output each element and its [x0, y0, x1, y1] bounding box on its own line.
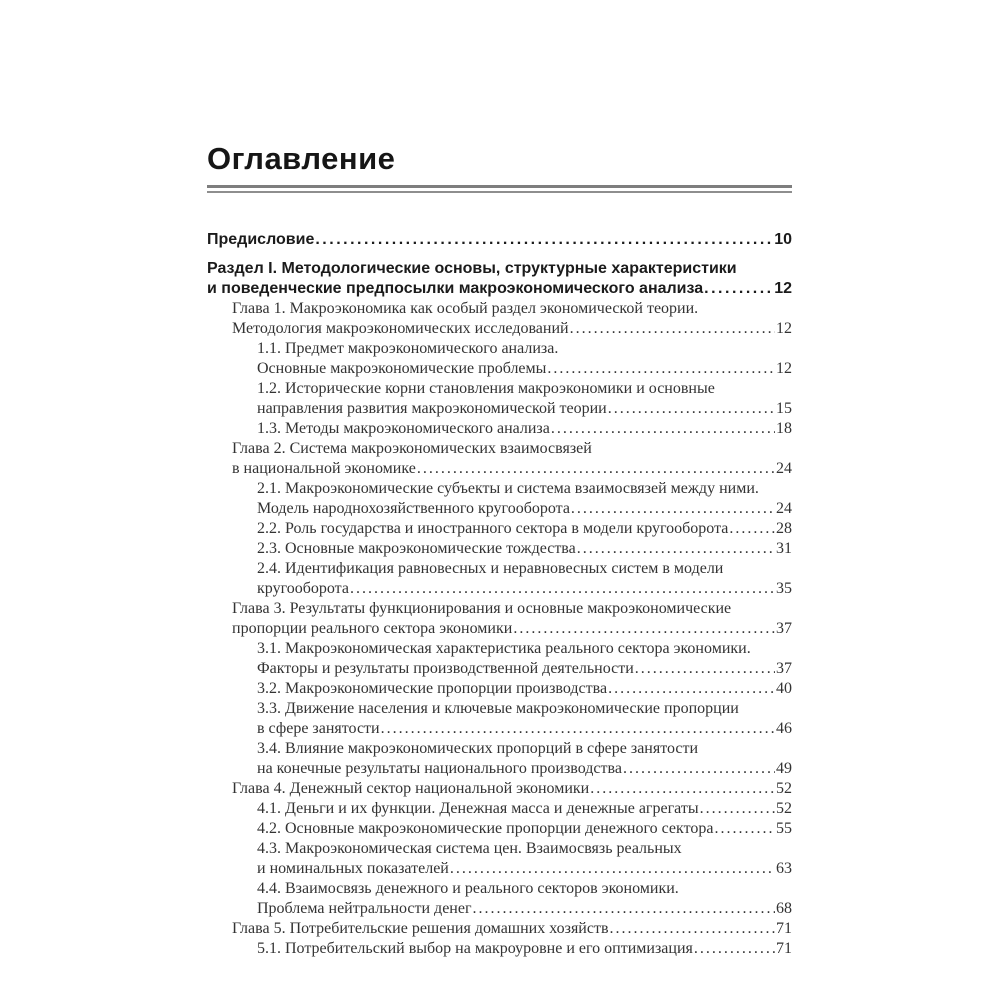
dot-leader: [714, 819, 775, 839]
toc-entry-last-line: [232, 619, 792, 639]
toc-entry: [207, 599, 792, 639]
toc-entry-page: 24: [776, 460, 792, 477]
dot-leader: [513, 619, 775, 639]
toc-entry-page: 12: [774, 280, 792, 297]
toc-entry-last-line: [232, 919, 792, 939]
toc-entry-line: 1.1. Предмет макроэкономического анализа.: [257, 340, 559, 357]
toc-entry-last-line: [257, 539, 792, 559]
dot-leader: [635, 659, 775, 679]
dot-leader: [551, 419, 775, 439]
toc-entry-page: 18: [776, 420, 792, 437]
toc-entry-text: Предисловие: [207, 231, 315, 248]
toc-entry-last-line: [257, 719, 792, 739]
toc-entry: [207, 919, 792, 939]
toc-entry-last-line: [232, 779, 792, 799]
toc-entry: [207, 299, 792, 339]
toc-entry: [207, 559, 792, 599]
dot-leader: [315, 230, 773, 250]
toc-entry-line: Глава 3. Результаты функционирования и основные макроэкономические: [232, 600, 732, 617]
toc-entry: [207, 419, 792, 439]
dot-leader: [577, 539, 775, 559]
toc-entry-last-line: [257, 659, 792, 679]
toc-entry: [207, 230, 792, 250]
toc-entry: [207, 639, 792, 679]
toc-entry-text: Модель народнохозяйственного кругооборота: [257, 500, 570, 517]
dot-leader: [571, 499, 775, 519]
toc-entry-text: Методология макроэкономических исследований: [232, 320, 569, 337]
toc-entry-last-line: [257, 399, 792, 419]
toc-entry-last-line: [207, 230, 792, 250]
toc-entry: [207, 819, 792, 839]
toc-entry: [207, 339, 792, 379]
toc-entry: [207, 799, 792, 819]
toc-entry-page: 12: [776, 360, 792, 377]
toc-entry-line: 2.1. Макроэкономические субъекты и система взаимосвязей между ними.: [257, 480, 759, 497]
toc-entry-last-line: [257, 819, 792, 839]
toc-entry-last-line: [257, 759, 792, 779]
toc-entry-text: Факторы и результаты производственной деятельности: [257, 660, 634, 677]
toc-entry-text: Проблема нейтральности денег: [257, 900, 472, 917]
dot-leader: [381, 719, 775, 739]
toc-entry-page: 40: [776, 680, 792, 697]
toc-entry-page: 68: [776, 900, 792, 917]
page-title: Оглавление: [207, 141, 396, 176]
toc-entry-last-line: [257, 679, 792, 699]
toc-entry-page: 31: [776, 540, 792, 557]
dot-leader: [623, 759, 775, 779]
toc-entry: [207, 779, 792, 799]
toc-entry-page: 71: [776, 920, 792, 937]
toc-entry: [207, 379, 792, 419]
toc-entry-page: 63: [776, 860, 792, 877]
toc-entry-line: 4.3. Макроэкономическая система цен. Взаимосвязь реальных: [257, 840, 682, 857]
toc-entry-last-line: [257, 499, 792, 519]
dot-leader: [417, 459, 775, 479]
toc-entry-page: 37: [776, 660, 792, 677]
dot-leader: [610, 919, 775, 939]
toc-entry: [207, 699, 792, 739]
toc-entry-last-line: [257, 419, 792, 439]
toc-list: [207, 230, 792, 959]
toc-entry: [207, 679, 792, 699]
toc-entry-line: Глава 2. Система макроэкономических взаимосвязей: [232, 440, 592, 457]
toc-entry-line: 3.4. Влияние макроэкономических пропорций в сфере занятости: [257, 740, 699, 757]
dot-leader: [590, 779, 775, 799]
dot-leader: [700, 799, 775, 819]
toc-entry-last-line: [257, 939, 792, 959]
toc-entry-text: 2.3. Основные макроэкономические тождества: [257, 540, 576, 557]
dot-leader: [450, 859, 775, 879]
toc-entry-last-line: [257, 519, 792, 539]
toc-entry-text: в сфере занятости: [257, 720, 380, 737]
dot-leader: [694, 939, 775, 959]
toc-entry-last-line: [257, 799, 792, 819]
toc-entry-page: 71: [776, 940, 792, 957]
toc-entry-last-line: [232, 319, 792, 339]
toc-entry-text: 4.1. Деньги и их функции. Денежная масса и денежные агрегаты: [257, 800, 699, 817]
toc-entry-page: 37: [776, 620, 792, 637]
toc-entry: [207, 519, 792, 539]
toc-entry-text: и номинальных показателей: [257, 860, 449, 877]
toc-entry-page: 52: [776, 780, 792, 797]
toc-entry-text: Глава 5. Потребительские решения домашних хозяйств: [232, 920, 609, 937]
toc-entry-last-line: [232, 459, 792, 479]
toc-entry-line: Раздел I. Методологические основы, структурные характеристики: [207, 260, 737, 277]
toc-entry: [207, 939, 792, 959]
dot-leader: [608, 679, 775, 699]
toc-entry-page: 55: [776, 820, 792, 837]
toc-entry-line: 2.4. Идентификация равновесных и неравновесных систем в модели: [257, 560, 724, 577]
toc-entry: [207, 479, 792, 519]
dot-leader: [608, 399, 775, 419]
toc-entry: [207, 739, 792, 779]
dot-leader: [547, 359, 775, 379]
dot-leader: [704, 279, 773, 299]
dot-leader: [570, 319, 775, 339]
toc-entry-text: Основные макроэкономические проблемы: [257, 360, 547, 377]
toc-entry: [207, 439, 792, 479]
toc-entry-page: 24: [776, 500, 792, 517]
toc-entry-page: 35: [776, 580, 792, 597]
toc-entry-page: 52: [776, 800, 792, 817]
toc-entry-page: 46: [776, 720, 792, 737]
toc-entry-page: 49: [776, 760, 792, 777]
dot-leader: [729, 519, 775, 539]
toc-entry-text: пропорции реального сектора экономики: [232, 620, 513, 637]
page-content: [207, 142, 792, 959]
toc-entry: [207, 259, 792, 299]
toc-entry-text: 1.3. Методы макроэкономического анализа: [257, 420, 550, 437]
toc-entry: [207, 839, 792, 879]
toc-entry-page: 15: [776, 400, 792, 417]
toc-entry: [207, 539, 792, 559]
toc-entry-text: кругооборота: [257, 580, 349, 597]
toc-entry-line: 3.3. Движение населения и ключевые макроэкономические пропорции: [257, 700, 739, 717]
dot-leader: [350, 579, 775, 599]
toc-entry: [207, 879, 792, 919]
toc-entry-line: Глава 1. Макроэкономика как особый раздел экономической теории.: [232, 300, 699, 317]
toc-entry-text: направления развития макроэкономической теории: [257, 400, 607, 417]
toc-entry-text: и поведенческие предпосылки макроэкономического анализа: [207, 280, 704, 297]
title-rule: [207, 185, 792, 193]
toc-entry-text: 4.2. Основные макроэкономические пропорции денежного сектора: [257, 820, 714, 837]
toc-entry-text: 5.1. Потребительский выбор на макроуровне и его оптимизация: [257, 940, 693, 957]
toc-entry-line: 3.1. Макроэкономическая характеристика реального сектора экономики.: [257, 640, 751, 657]
dot-leader: [473, 899, 775, 919]
toc-entry-line: 4.4. Взаимосвязь денежного и реального секторов экономики.: [257, 880, 679, 897]
toc-entry-page: 10: [774, 231, 792, 248]
toc-entry-last-line: [257, 859, 792, 879]
toc-entry-text: 3.2. Макроэкономические пропорции производства: [257, 680, 608, 697]
toc-entry-last-line: [257, 359, 792, 379]
toc-entry-text: в национальной экономике: [232, 460, 416, 477]
toc-entry-last-line: [257, 579, 792, 599]
toc-entry-page: 28: [776, 520, 792, 537]
toc-entry-text: 2.2. Роль государства и иностранного сектора в модели кругооборота: [257, 520, 729, 537]
toc-entry-text: Глава 4. Денежный сектор национальной экономики: [232, 780, 590, 797]
toc-entry-text: на конечные результаты национального производства: [257, 760, 622, 777]
toc-entry-line: 1.2. Исторические корни становления макроэкономики и основные: [257, 380, 715, 397]
toc-entry-page: 12: [776, 320, 792, 337]
toc-entry-last-line: [207, 279, 792, 299]
toc-entry-last-line: [257, 899, 792, 919]
